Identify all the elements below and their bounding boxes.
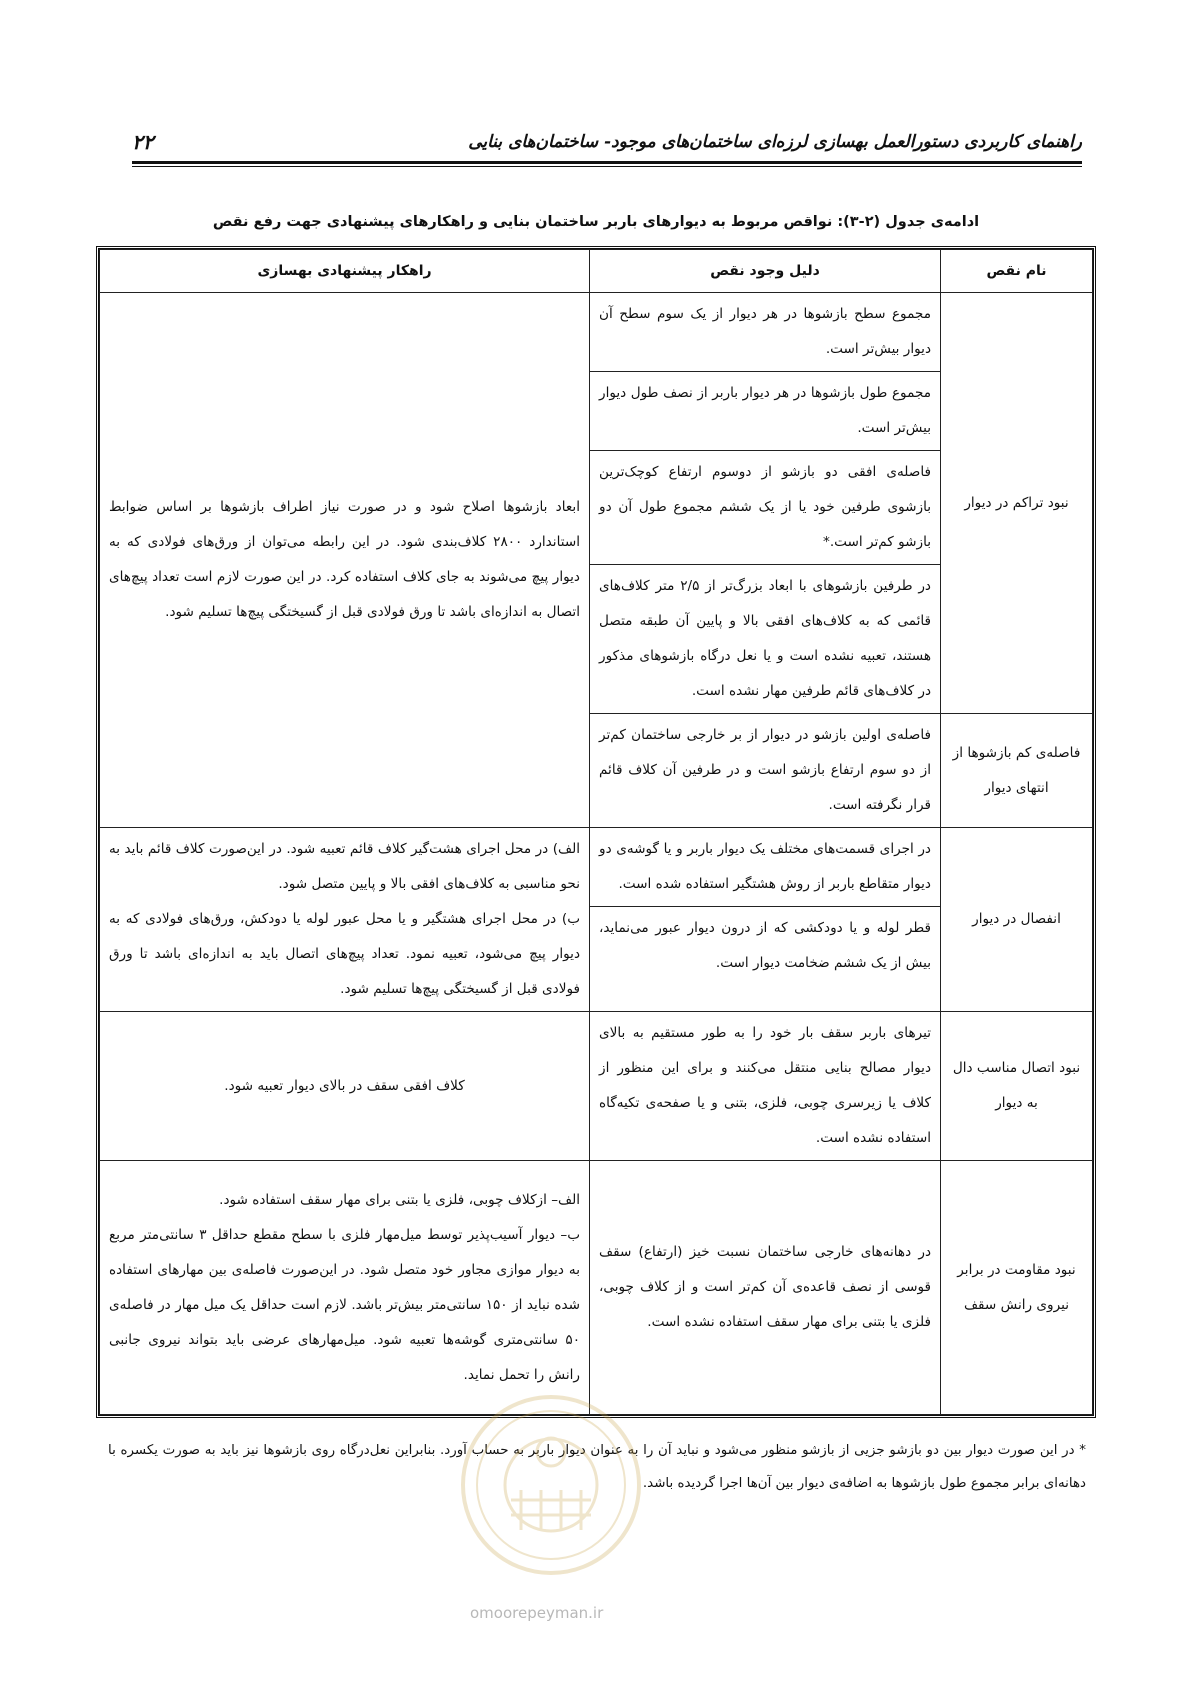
- reason-item: مجموع طول بازشوها در هر دیوار باربر از نصف طول دیوار بیش‌تر است.: [590, 372, 940, 451]
- table-row: [100, 1012, 1093, 1161]
- col-header-name: نام نقص: [941, 250, 1093, 293]
- reason-item: مجموع سطح بازشوها در هر دیوار از یک سوم سطح آن دیوار بیش‌تر است.: [590, 293, 940, 372]
- reason-item: فاصله‌ی افقی دو بازشو از دوسوم ارتفاع کوچک‌ترین بازشوی طرفین خود یا از یک ششم مجموع طول آن دو بازشو کم‌تر است.*: [590, 451, 940, 565]
- reason-item: فاصله‌ی اولین بازشو در دیوار از بر خارجی ساختمان کم‌تر از دو سوم ارتفاع بازشو است و در طرفین آن کلاف قائم قرار نگرفته است.: [590, 714, 941, 828]
- fix-part: ب– دیوار آسیب‌پذیر توسط میل‌مهار فلزی با سطح مقطع حداقل ۳ سانتی‌متر مربع به دیوار موازی مجاور خود متصل شود. در این‌صورت فاصله‌ی بین مهارهای استفاده شده نباید از ۱۵۰ سانتی‌متر بیش‌تر باشد. لازم است حداقل یک میل مهار در فاصله‌ی ۵۰ سانتی‌متری گوشه‌ها تعبیه شود. میل‌مهارهای عرضی باید بتواند نیروی جانبی رانش را تحمل نماید.: [109, 1226, 581, 1383]
- defect-name: نبود تراکم در دیوار: [941, 293, 1093, 714]
- defect-fix: کلاف افقی سقف در بالای دیوار تعبیه شود.: [100, 1012, 590, 1161]
- defect-fix: ابعاد بازشوها اصلاح شود و در صورت نیاز اطراف بازشوها بر اساس ضوابط استاندارد ۲۸۰۰ کلاف‌بندی شود. در این رابطه می‌توان از ورق‌های فولادی که به دیوار پیچ می‌شوند به جای کلاف استفاده کرد. در این صورت لازم است تعداد پیچ‌های اتصال به اندازه‌ای باشد تا ورق فولادی قبل از گسیختگی پیچ‌ها تسلیم شود.: [100, 293, 590, 828]
- table-row: [100, 828, 1093, 1012]
- defect-fix: [100, 1161, 590, 1415]
- page-header: [132, 128, 1082, 162]
- reason-item: قطر لوله و یا دودکشی که از درون دیوار عبور می‌نماید، بیش از یک ششم ضخامت دیوار است.: [599, 920, 931, 971]
- defect-name: انفصال در دیوار: [941, 828, 1093, 1012]
- header-rule-thin: [132, 166, 1082, 167]
- fix-part: الف– ازکلاف چوبی، فلزی یا بتنی برای مهار سقف استفاده شود.: [219, 1191, 580, 1208]
- defect-name: نبود مقاومت در برابر نیروی رانش سقف: [941, 1161, 1093, 1415]
- table-caption: ادامه‌ی جدول (۲-۳): نواقص مربوط به دیوارهای باربر ساختمان بنایی و راهکارهای پیشنهادی جهت رفع نقص: [212, 214, 980, 230]
- table-row: [100, 1161, 1093, 1415]
- defect-fix: [100, 828, 590, 1012]
- reason-item: تیرهای باربر سقف بار خود را به طور مستقیم به بالای دیوار مصالح بنایی منتقل می‌کنند و برای این منظور از کلاف یا زیرسری چوبی، فلزی، بتنی و یا صفحه‌ی تکیه‌گاه استفاده نشده است.: [590, 1012, 941, 1161]
- defect-name: فاصله‌ی کم بازشوها از انتهای دیوار: [941, 714, 1093, 828]
- site-watermark: omoorepeyman.ir: [470, 1604, 604, 1622]
- col-header-reason: دلیل وجود نقص: [590, 250, 941, 293]
- reason-item: در طرفین بازشوهای با ابعاد بزرگ‌تر از ۲/۵ متر کلاف‌های قائمی که به کلاف‌های افقی بالا و پایین آن طبقه متصل هستند، تعبیه نشده است و یا نعل درگاه بازشوهای مذکور در کلاف‌های قائم طرفین مهار نشده است.: [599, 578, 931, 699]
- defect-name: نبود اتصال مناسب دال به دیوار: [941, 1012, 1093, 1161]
- table-row: [100, 293, 1093, 714]
- reason-item: در دهانه‌های خارجی ساختمان نسبت خیز (ارتفاع) سقف قوسی از نصف قاعده‌ی آن کم‌تر است و از کلاف چوبی، فلزی یا بتنی برای مهار سقف استفاده نشده است.: [590, 1161, 941, 1415]
- defect-reasons: [590, 293, 941, 714]
- reason-item: در اجرای قسمت‌های مختلف یک دیوار باربر و یا گوشه‌ی دو دیوار متقاطع باربر از روش هشتگیر استفاده شده است.: [590, 828, 940, 907]
- fix-part: الف) در محل اجرای هشت‌گیر کلاف قائم تعبیه شود. در این‌صورت کلاف قائم باید به نحو مناسبی به کلاف‌های افقی بالا و پایین متصل شود.: [109, 841, 580, 892]
- col-header-fix: راهکار پیشنهادی بهسازی: [100, 250, 590, 293]
- fix-part: ب) در محل اجرای هشتگیر و یا محل عبور لوله یا دودکش، ورق‌های فولادی که به دیوار پیچ می‌شود، تعبیه نمود. تعداد پیچ‌های اتصال باید به اندازه‌ای باشد تا ورق فولادی قبل از گسیختگی پیچ‌ها تسلیم شود.: [109, 911, 580, 997]
- footnote: * در این صورت دیوار بین دو بازشو جزیی از بازشو منظور می‌شود و نباید آن را به عنوان دیوار باربر به حساب آورد. بنابراین نعل‌درگاه روی بازشوها نیز باید به صورت یکسره با دهانه‌ای برابر مجموع طول بازشوها به اضافه‌ی دیوار بین آن‌ها اجرا گردیده باشد.: [108, 1443, 1086, 1491]
- running-title: راهنمای کاربردی دستورالعمل بهسازی لرزه‌ای ساختمان‌های موجود- ساختمان‌های بنایی: [468, 132, 1082, 152]
- defects-table: [96, 246, 1096, 1418]
- table-header-row: [100, 250, 1093, 293]
- page-number: ۲۲: [132, 130, 154, 154]
- defect-reasons: [590, 828, 941, 1012]
- header-rule-thick: [132, 161, 1082, 164]
- seal-watermark-icon: [456, 1390, 646, 1590]
